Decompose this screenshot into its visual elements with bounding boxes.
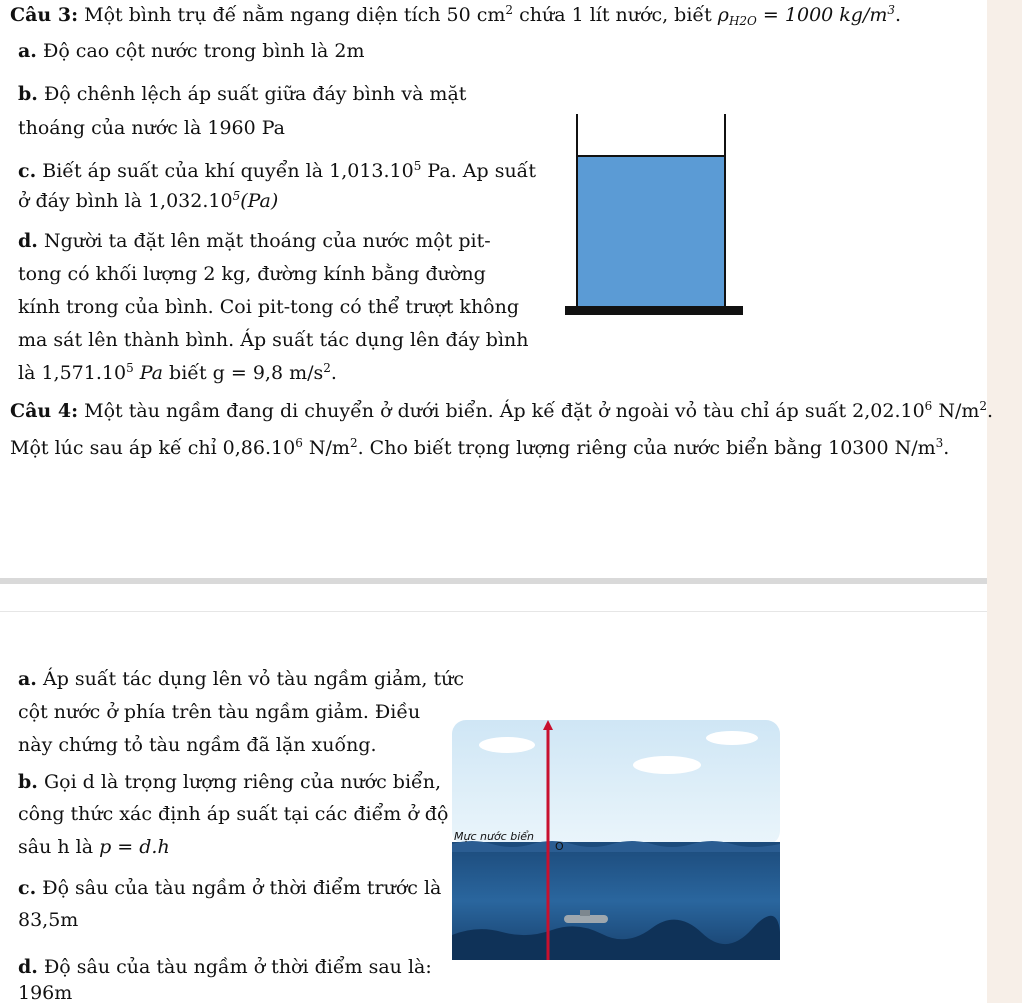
- submarine-hull: [564, 915, 608, 923]
- q3-option-d: d. Người ta đặt lên mặt thoáng của nước một pit-: [18, 230, 491, 252]
- q3-label: Câu 3:: [10, 4, 79, 26]
- answer-b-line3: sâu h là p = d.h: [18, 836, 170, 858]
- water-column: [577, 156, 725, 306]
- q3-option-c-line2: ở đáy bình là 1,032.10$^5$(Pa): [18, 189, 279, 212]
- q3-option-d-line2: tong có khối lượng 2 kg, đường kính bằng đường: [18, 263, 486, 285]
- q3-option-a: a. Độ cao cột nước trong bình là 2m: [18, 40, 365, 62]
- answer-c-line2: 83,5m: [18, 909, 79, 931]
- cloud: [706, 731, 758, 745]
- pressure-formula: p = d.h: [99, 836, 170, 858]
- answer-c: c. Độ sâu của tàu ngầm ở thời điểm trước là: [18, 877, 442, 899]
- q3-option-b-line2: thoáng của nước là 1960 Pa: [18, 117, 286, 139]
- q3-option-b: b. Độ chênh lệch áp suất giữa đáy bình và mặt: [18, 83, 467, 105]
- origin-label: O: [555, 840, 564, 853]
- cloud: [633, 756, 701, 774]
- answer-a-line3: này chứng tỏ tàu ngầm đã lặn xuống.: [18, 734, 377, 756]
- q3-option-d-line5: là 1,571.10$^5$ Pa biết g = 9,8 $m/s^2$.: [18, 361, 337, 384]
- answer-a-line2: cột nước ở phía trên tàu ngầm giảm. Điều: [18, 701, 421, 723]
- sea-level-label: Mực nước biển: [454, 830, 535, 843]
- cylinder-base: [565, 306, 743, 315]
- q4-label: Câu 4:: [10, 400, 79, 422]
- answer-b-line2: công thức xác định áp suất tại các điểm ở độ: [18, 803, 449, 825]
- answer-b: b. Gọi d là trọng lượng riêng của nước biển,: [18, 771, 442, 793]
- q3-option-d-line3: kính trong của bình. Coi pit-tong có thể trượt không: [18, 296, 520, 318]
- answer-a: a. Áp suất tác dụng lên vỏ tàu ngầm giảm, tức: [18, 668, 465, 690]
- sea-diagram: [452, 720, 780, 960]
- section-divider-thin: [0, 611, 987, 612]
- q3-option-d-line4: ma sát lên thành bình. Áp suất tác dụng lên đáy bình: [18, 329, 529, 351]
- q3-title: Câu 3: Một bình trụ đế nằm ngang diện tích 50 $cm^2$ chứa 1 lít nước, biết $\rho_{H2O} = 1000$ $kg/m^3$.: [10, 3, 902, 28]
- answer-d-line2: 196m: [18, 982, 73, 1004]
- submarine-tower: [580, 910, 590, 916]
- section-divider: [0, 578, 987, 584]
- answer-d: d. Độ sâu của tàu ngầm ở thời điểm sau là:: [18, 956, 432, 978]
- cylinder-diagram: [560, 108, 750, 323]
- cloud: [479, 737, 535, 753]
- q4-line2: Một lúc sau áp kế chỉ 0,86.10$^6$ $N/m^2$. Cho biết trọng lượng riêng của nước biển bằng 10300 $N/m^3$.: [10, 436, 950, 459]
- q3-option-c: c. Biết áp suất của khí quyển là 1,013.10$^5$ Pa. Ap suất: [18, 159, 536, 182]
- q4-line1: Câu 4: Một tàu ngầm đang di chuyển ở dưới biển. Áp kế đặt ở ngoài vỏ tàu chỉ áp suất 2,02.10$^6$ $N/m^2$.: [10, 399, 994, 422]
- right-margin-strip: [987, 0, 1022, 1003]
